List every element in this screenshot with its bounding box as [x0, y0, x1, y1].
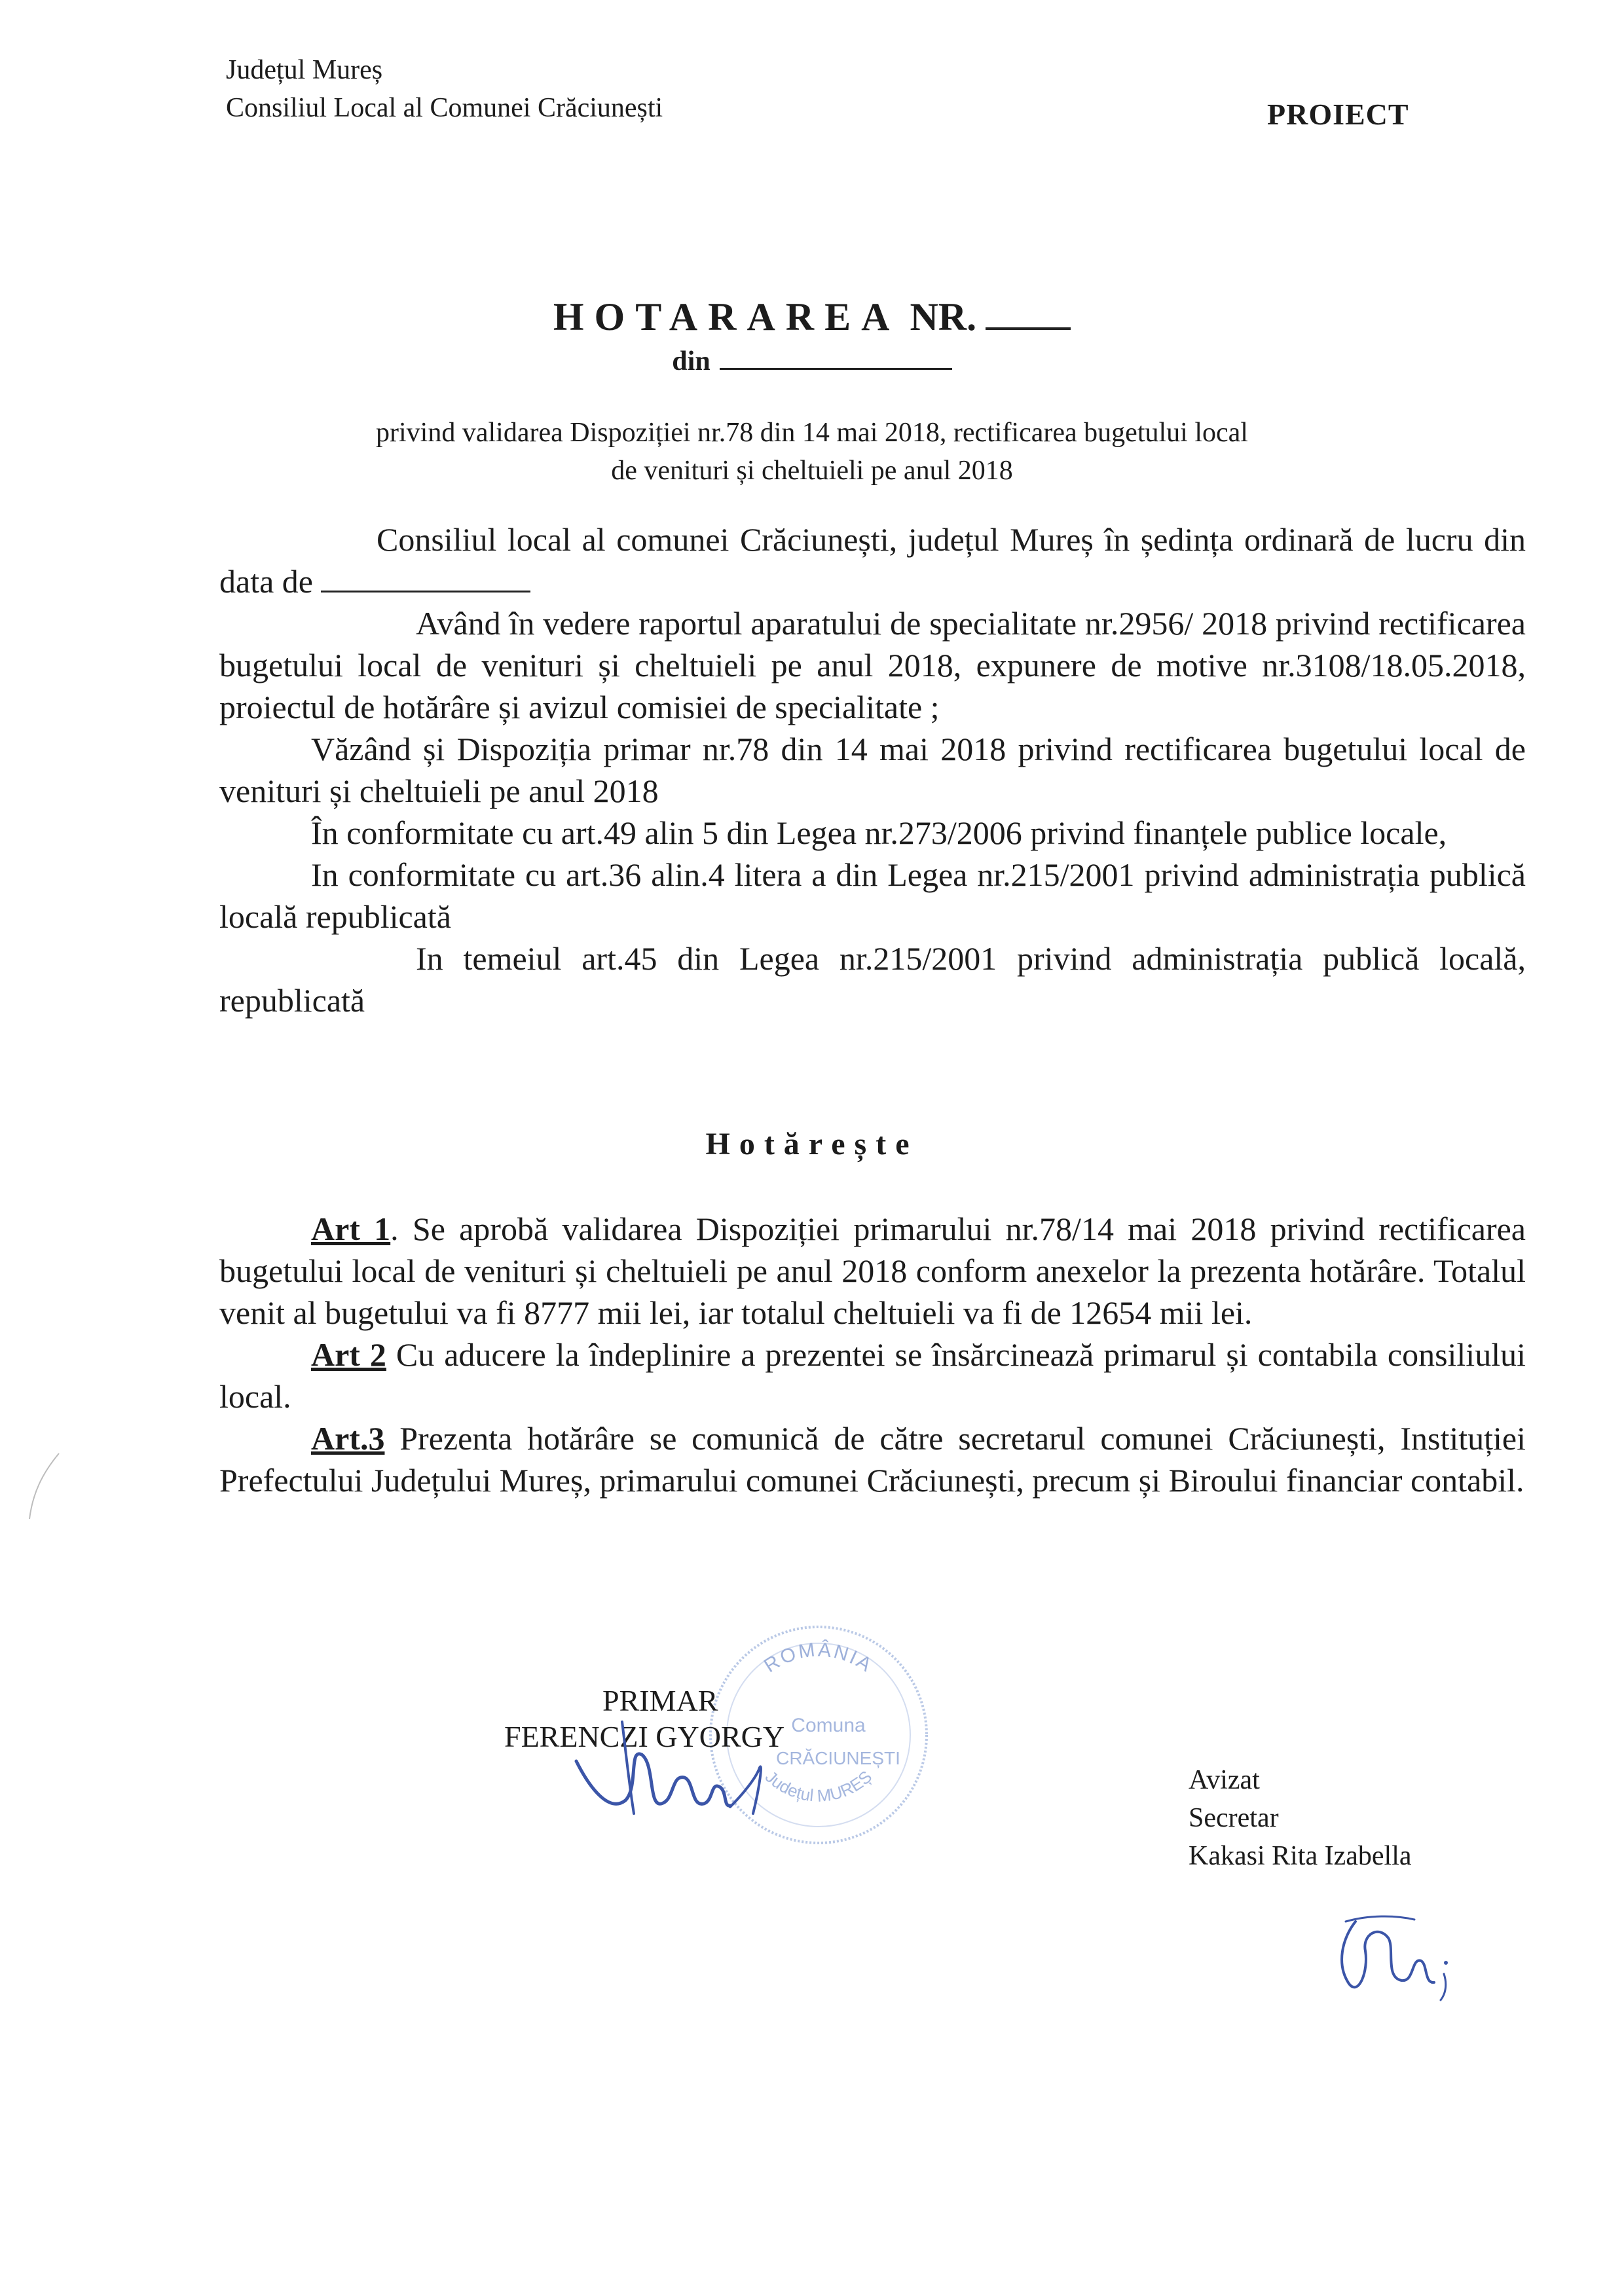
council-name: Consiliul Local al Comunei Crăciunești [226, 93, 663, 123]
article-2 [219, 1334, 1526, 1417]
mayor-title: PRIMAR [602, 1684, 718, 1717]
document-subject [0, 414, 1624, 490]
title-nr: NR. [910, 295, 977, 338]
preamble-paragraph-4: În conformitate cu art.49 alin 5 din Legea nr.273/2006 privind finanțele publice locale, [311, 814, 1447, 851]
decision-heading: Hotărește [705, 1127, 919, 1161]
stamp-top-text: ROMÂNIA [760, 1639, 877, 1677]
endorsement-block [1189, 1761, 1412, 1875]
secretary-signature [1329, 1912, 1467, 2003]
title-main: HOTARAREA [553, 295, 900, 338]
preamble-paragraph-6: In temeiul art.45 din Legea nr.215/2001 privind administrația publică locală, republicată [219, 940, 1526, 1019]
date-blank-line [720, 368, 952, 370]
number-blank-line [986, 327, 1071, 330]
article-3-text: Prezenta hotărâre se comunică de către secretarul comunei Crăciunești, Instituției Prefectului Județului Mureș, primarului comunei Crăciunești, precum și Biroului financiar contabil. [219, 1420, 1526, 1499]
date-line [0, 346, 1624, 377]
articles [219, 1208, 1526, 1501]
article-3-label: Art.3 [311, 1420, 385, 1457]
preamble-paragraph-5: In conformitate cu art.36 alin.4 litera a din Legea nr.215/2001 privind administrația publică locală republicată [219, 856, 1526, 935]
preamble-paragraph-2: Având în vedere raportul aparatului de specialitate nr.2956/ 2018 privind rectificarea bugetului local de venituri și cheltuieli pe anul 2018, expunere de motive nr.3108/18.05.2018, proiectul de hotărâre și avizul comisiei de specialitate ; [219, 605, 1526, 725]
stamp-middle-text: Comuna [791, 1715, 866, 1736]
subject-line-1: privind validarea Dispoziției nr.78 din 14 mai 2018, rectificarea bugetului local [376, 418, 1248, 448]
article-1-label: Art 1 [311, 1211, 391, 1247]
preamble-paragraph-1 [219, 519, 1526, 602]
preamble-paragraph-3: Văzând și Dispoziția primar nr.78 din 14 mai 2018 privind rectificarea bugetului local de venituri și cheltuieli pe anul 2018 [219, 731, 1526, 809]
document-title [0, 295, 1624, 340]
article-1-text: . Se aprobă validarea Dispoziției primarului nr.78/14 mai 2018 privind rectificarea bugetului local de venituri și cheltuieli pe anul 2018 conform anexelor la prezenta hotărâre. Totalul venit al bugetului va fi 8777 mii lei, iar totalul cheltuieli va fi de 12654 mii lei. [219, 1211, 1526, 1331]
endorsement-label: Avizat [1189, 1765, 1260, 1795]
article-1 [219, 1208, 1526, 1334]
county-name: Județul Mureș [226, 55, 383, 85]
meeting-date-blank [321, 591, 530, 592]
stamp-middle-text-2: CRĂCIUNEȘTI [776, 1748, 900, 1768]
article-2-text: Cu aducere la îndeplinire a prezentei se însărcinează primarul și contabila consiliului local. [219, 1336, 1526, 1415]
stamp-bottom-text: Județul MUREȘ [761, 1766, 876, 1806]
preamble [219, 519, 1526, 1021]
secretary-name: Kakasi Rita Izabella [1189, 1841, 1412, 1871]
mayor-name: FERENCZI GYORGY [504, 1720, 785, 1753]
mayor-signature [563, 1715, 786, 1827]
preamble-paragraph-1-text: Consiliul local al comunei Crăciunești, județul Mureș în ședința ordinară de lucru din data de [219, 521, 1526, 600]
status-label: PROIECT [1267, 98, 1409, 131]
secretary-title: Secretar [1189, 1803, 1279, 1833]
article-3 [219, 1417, 1526, 1501]
issuer-header [226, 51, 663, 127]
article-2-label: Art 2 [311, 1336, 386, 1373]
subject-line-2: de venituri și cheltuieli pe anul 2018 [611, 456, 1013, 486]
date-label: din [672, 346, 710, 376]
scan-artifact [20, 1447, 65, 1525]
